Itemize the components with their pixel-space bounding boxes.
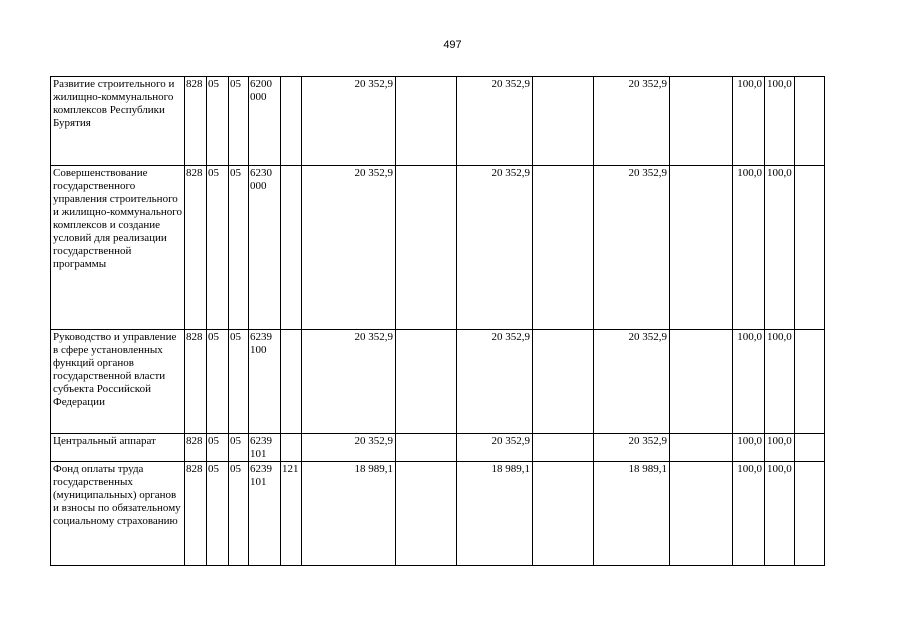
empty-cell: [670, 330, 733, 434]
empty-cell: [794, 77, 824, 166]
target-code: 6239 101: [249, 462, 281, 566]
table-row: [51, 330, 825, 434]
ministry-code: 828: [185, 462, 207, 566]
sum-1: 20 352,9: [302, 330, 396, 434]
table-row: [51, 462, 825, 566]
sum-3: 20 352,9: [594, 434, 670, 462]
sum-3: 20 352,9: [594, 77, 670, 166]
percent-1: 100,0: [733, 434, 765, 462]
sum-2: 20 352,9: [457, 434, 533, 462]
sum-1: 20 352,9: [302, 77, 396, 166]
target-code: 6239 101: [249, 434, 281, 462]
empty-cell: [533, 462, 594, 566]
percent-2: 100,0: [765, 434, 795, 462]
section-code: 05: [207, 330, 229, 434]
percent-1: 100,0: [733, 330, 765, 434]
empty-cell: [794, 462, 824, 566]
sum-2: 20 352,9: [457, 330, 533, 434]
ministry-code: 828: [185, 434, 207, 462]
sum-1: 20 352,9: [302, 434, 396, 462]
sum-2: 18 989,1: [457, 462, 533, 566]
empty-cell: [533, 434, 594, 462]
type-code: [281, 166, 302, 330]
percent-2: 100,0: [765, 330, 795, 434]
empty-cell: [670, 462, 733, 566]
empty-cell: [794, 434, 824, 462]
type-code: [281, 330, 302, 434]
type-code: [281, 77, 302, 166]
table-row: [51, 434, 825, 462]
row-name: Фонд оплаты труда государственных (муниципальных) органов и взносы по обязательному социальному страхованию: [51, 462, 185, 566]
subsection-code: 05: [229, 434, 249, 462]
empty-cell: [396, 77, 457, 166]
sum-3: 20 352,9: [594, 330, 670, 434]
ministry-code: 828: [185, 166, 207, 330]
empty-cell: [396, 330, 457, 434]
row-name: Руководство и управление в сфере установленных функций органов государственной власти субъекта Российской Федерации: [51, 330, 185, 434]
empty-cell: [670, 77, 733, 166]
page-number: 497: [443, 39, 462, 51]
sum-1: 20 352,9: [302, 166, 396, 330]
section-code: 05: [207, 462, 229, 566]
target-code: 6200 000: [249, 77, 281, 166]
subsection-code: 05: [229, 77, 249, 166]
row-name: Совершенствование государственного управления строительного и жилищно-коммунального комплексов и создание условий для реализации государственной программы: [51, 166, 185, 330]
percent-2: 100,0: [765, 166, 795, 330]
type-code: 121: [281, 462, 302, 566]
table-row: [51, 77, 825, 166]
ministry-code: 828: [185, 77, 207, 166]
type-code: [281, 434, 302, 462]
subsection-code: 05: [229, 330, 249, 434]
percent-1: 100,0: [733, 166, 765, 330]
subsection-code: 05: [229, 462, 249, 566]
sum-3: 18 989,1: [594, 462, 670, 566]
section-code: 05: [207, 77, 229, 166]
row-name: Развитие строительного и жилищно-коммунального комплексов Республики Бурятия: [51, 77, 185, 166]
percent-2: 100,0: [765, 77, 795, 166]
percent-2: 100,0: [765, 462, 795, 566]
section-code: 05: [207, 166, 229, 330]
section-code: 05: [207, 434, 229, 462]
empty-cell: [396, 434, 457, 462]
percent-1: 100,0: [733, 77, 765, 166]
empty-cell: [396, 166, 457, 330]
target-code: 6230 000: [249, 166, 281, 330]
empty-cell: [670, 166, 733, 330]
table-body: [51, 77, 825, 566]
empty-cell: [794, 166, 824, 330]
percent-1: 100,0: [733, 462, 765, 566]
table-row: [51, 166, 825, 330]
subsection-code: 05: [229, 166, 249, 330]
sum-3: 20 352,9: [594, 166, 670, 330]
empty-cell: [533, 77, 594, 166]
sum-2: 20 352,9: [457, 166, 533, 330]
ministry-code: 828: [185, 330, 207, 434]
empty-cell: [533, 330, 594, 434]
empty-cell: [396, 462, 457, 566]
sum-1: 18 989,1: [302, 462, 396, 566]
target-code: 6239 100: [249, 330, 281, 434]
row-name: Центральный аппарат: [51, 434, 185, 462]
empty-cell: [533, 166, 594, 330]
budget-table: [50, 76, 825, 566]
sum-2: 20 352,9: [457, 77, 533, 166]
empty-cell: [794, 330, 824, 434]
empty-cell: [670, 434, 733, 462]
